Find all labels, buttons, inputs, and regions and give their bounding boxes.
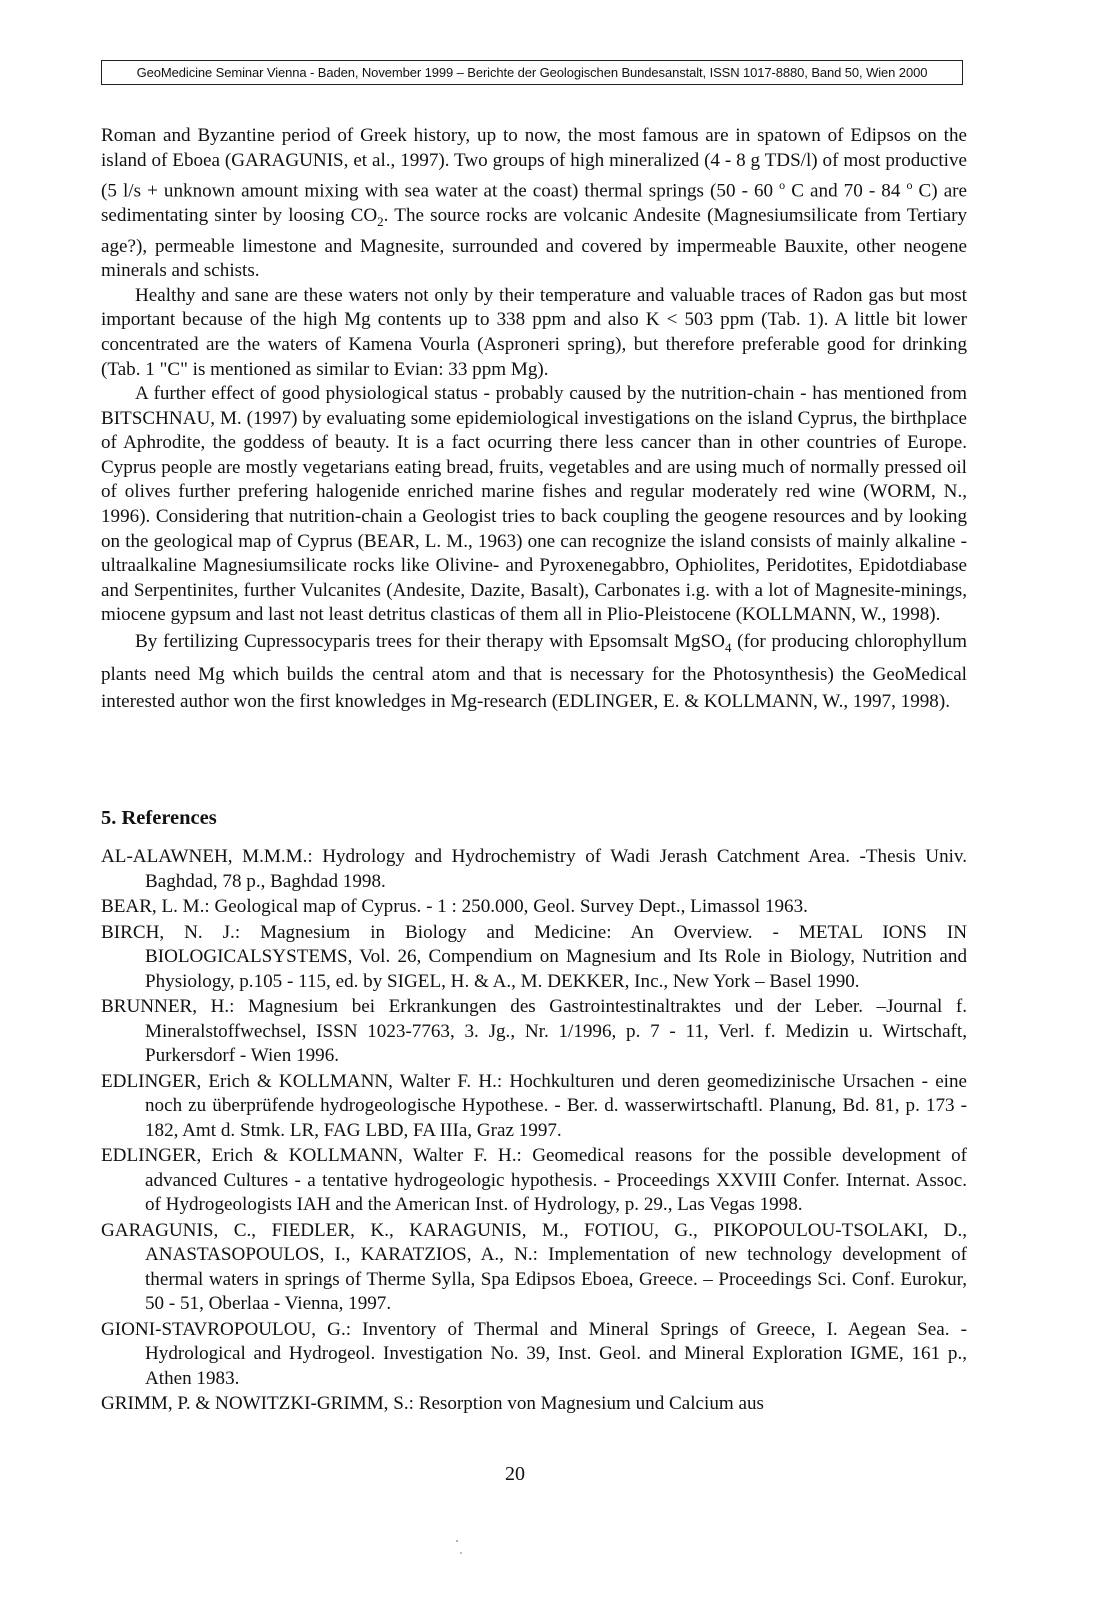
paragraph-3: A further effect of good physiological status - probably caused by the nutrition-chain - has mentioned from BITSCHNAU, M. (1997) by evaluating some epidemiological investigations on the island Cyprus, the birthplace of Aphrodite, the goddess of beauty. It is a fact ocurring there less cancer than in other countries of Europe. Cyprus people are mostly vegetarians eating bread, fruits, vegetables and are using much of normally pressed oil of olives further prefering halogenide enriched marine fishes and regular moderately red wine (WORM, N., 1996). Considering that nutrition-chain a Geologist tries to back coupling the geogene resources and by looking on the geological map of Cyprus (BEAR, L. M., 1963) one can recognize the island consists of mainly alkaline - ultraalkaline Magnesiumsilicate rocks like Olivine- and Pyroxenegabbro, Ophiolites, Peridotites, Epidotdiabase and Serpentinites, further Vulcanites (Andesite, Dazite, Basalt), Carbonates i.g. with a lot of Magnesite-minings, miocene gypsum and last not least detritus clasticas of them all in Plio-Pleistocene (KOLLMANN, W., 1998).: [101, 383, 967, 626]
degree-mark: o: [906, 178, 913, 193]
paragraph-4-text-b: (for producing chlorophyllum plants need Mg which builds the central atom and that is necessary for the Photosynthesis) the GeoMedical interested author won the first knowledges in Mg-research (EDLINGER, E. & KOLLMANN, W., 1997, 1998).: [101, 631, 968, 712]
reference-item: EDLINGER, Erich & KOLLMANN, Walter F. H.: Geomedical reasons for the possible development of advanced Cultures - a tentative hydrogeologic hypothesis. - Proceedings XXVIII Confer. Internat. Assoc. of Hydrogeologists IAH and the American Inst. of Hydrology, p. 29., Las Vegas 1998.: [101, 1145, 967, 1215]
subscript: 2: [377, 213, 384, 229]
reference-item: AL-ALAWNEH, M.M.M.: Hydrology and Hydrochemistry of Wadi Jerash Catchment Area. -Thesis Univ. Baghdad, 78 p., Baghdad 1998.: [101, 846, 967, 892]
paragraph-4-text-a: By fertilizing Cupressocyparis trees for their therapy with Epsomsalt MgSO: [135, 631, 725, 653]
scan-speck: [460, 1552, 462, 1554]
paragraph-1: [101, 124, 967, 284]
reference-item: GARAGUNIS, C., FIEDLER, K., KARAGUNIS, M., FOTIOU, G., PIKOPOULOU-TSOLAKI, D., ANASTASOPOULOS, I., KARATZIOS, A., N.: Implementation of new technology development of thermal waters in springs of Therme Sylla, Spa Edipsos Eboea, Greece. – Proceedings Sci. Conf. Eurokur, 50 - 51, Oberlaa - Vienna, 1997.: [101, 1219, 967, 1314]
body-text: [101, 124, 967, 715]
paragraph-1-text-b: C and 70 - 84: [785, 180, 907, 202]
paragraph-1-text-a: Roman and Byzantine period of Greek history, up to now, the most famous are in spatown of Edipsos on the island of Eboea (GARAGUNIS, et al., 1997). Two groups of high mineralized (4 - 8 g TDS/l) of most productive (5 l/s + unknown amount mixing with sea water at the coast) thermal springs (50 - 60: [101, 125, 967, 202]
reference-item: BRUNNER, H.: Magnesium bei Erkrankungen des Gastrointestinaltraktes und der Leber. –Journal f. Mineralstoffwechsel, ISSN 1023-7763, 3. Jg., Nr. 1/1996, p. 7 - 11, Verl. f. Medizin u. Wirtschaft, Purkersdorf - Wien 1996.: [101, 996, 967, 1066]
page-number: 20: [505, 1463, 525, 1485]
subscript: 4: [724, 639, 732, 655]
running-header: GeoMedicine Seminar Vienna - Baden, November 1999 – Berichte der Geologischen Bundesanstalt, ISSN 1017-8880, Band 50, Wien 2000: [101, 60, 963, 85]
paragraph-4: [101, 628, 967, 715]
paragraph-2: Healthy and sane are these waters not only by their temperature and valuable traces of Radon gas but most important because of the high Mg contents up to 338 ppm and also K < 503 ppm (Tab. 1). A little bit lower concentrated are the waters of Kamena Vourla (Asproneri spring), but therefore preferable good for drinking (Tab. 1 "C" is mentioned as similar to Evian: 33 ppm Mg).: [101, 284, 967, 380]
paragraph-1-text-c: C) are sedimentating sinter by loosing CO: [101, 180, 967, 227]
reference-item: GIONI-STAVROPOULOU, G.: Inventory of Thermal and Mineral Springs of Greece, I. Aegean Sea. - Hydrological and Hydrogeol. Investigation No. 39, Inst. Geol. and Mineral Exploration IGME, 161 p., Athen 1983.: [101, 1318, 967, 1389]
reference-item: BEAR, L. M.: Geological map of Cyprus. - 1 : 250.000, Geol. Survey Dept., Limassol 1963.: [101, 896, 808, 917]
degree-mark: o: [779, 178, 786, 193]
reference-item: BIRCH, N. J.: Magnesium in Biology and Medicine: An Overview. - METAL IONS IN BIOLOGICALSYSTEMS, Vol. 26, Compendium on Magnesium and Its Role in Biology, Nutrition and Physiology, p.105 - 115, ed. by SIGEL, H. & A., M. DEKKER, Inc., New York – Basel 1990.: [101, 921, 967, 992]
scan-speck: [456, 1540, 458, 1542]
paragraph-1-text-d: . The source rocks are volcanic Andesite (Magnesiumsilicate from Tertiary age?), permeable limestone and Magnesite, surrounded and covered by impermeable Bauxite, other neogene minerals and schists.: [101, 205, 967, 282]
reference-item: EDLINGER, Erich & KOLLMANN, Walter F. H.: Hochkulturen und deren geomedizinische Ursachen - eine noch zu überprüfende hydrogeologische Hypothese. - Ber. d. wasserwirtschaftl. Planung, Bd. 81, p. 173 - 182, Amt d. Stmk. LR, FAG LBD, FA IIIa, Graz 1997.: [101, 1070, 967, 1141]
section-heading: 5. References: [101, 807, 217, 829]
reference-list: [101, 845, 967, 1418]
reference-item: GRIMM, P. & NOWITZKI-GRIMM, S.: Resorption von Magnesium und Calcium aus: [101, 1393, 764, 1414]
